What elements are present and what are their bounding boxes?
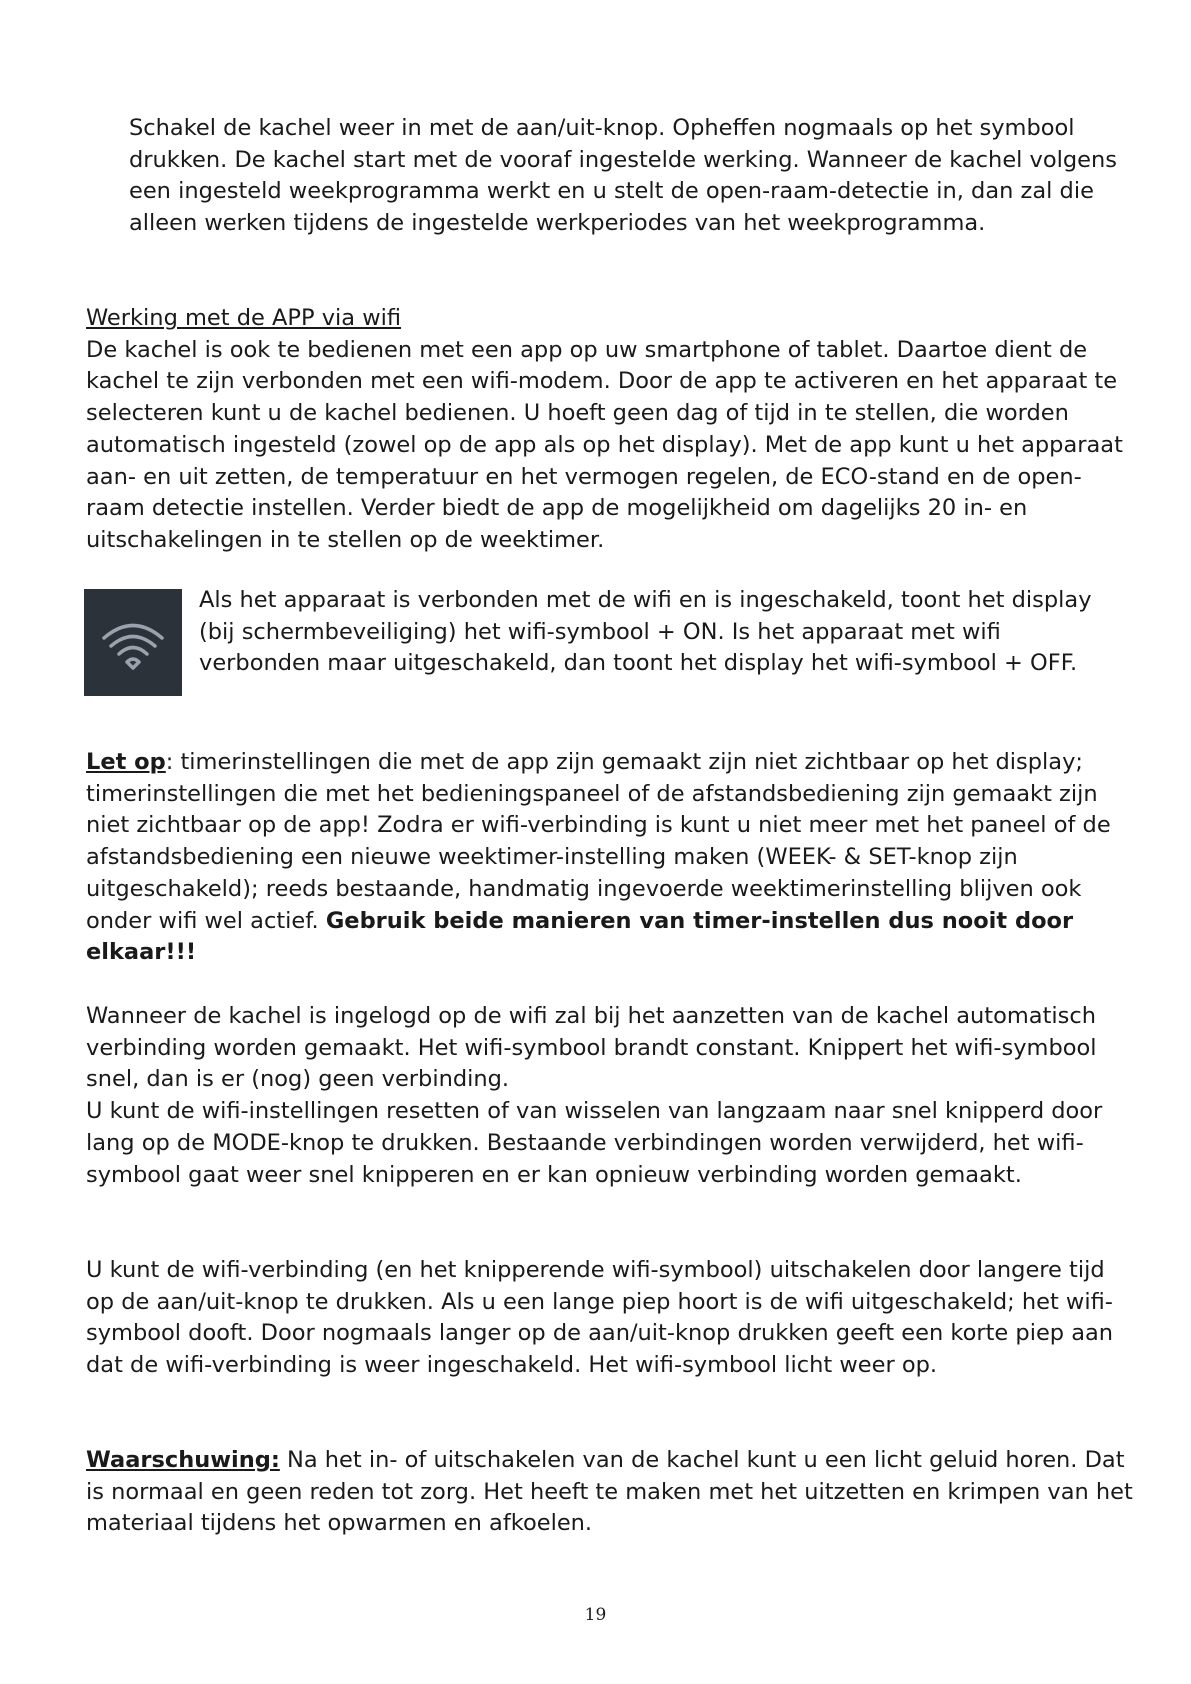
app-section-heading: Werking met de APP via wifi bbox=[86, 305, 402, 331]
note-paragraph bbox=[86, 747, 1136, 969]
wifi-icon bbox=[84, 589, 182, 696]
connection-section bbox=[86, 1001, 1136, 1191]
note-label: Let op bbox=[86, 749, 166, 775]
warning-text: Na het in- of uitschakelen van de kachel kunt u een licht geluid horen. Dat is normaal en geen reden tot zorg. Het heeft te maken met het uitzetten en krimpen van het materiaal tijdens het opwarmen en afkoelen. bbox=[86, 1447, 1133, 1537]
page-number: 19 bbox=[584, 1605, 607, 1625]
connection-paragraph-1: Wanneer de kachel is ingelogd op de wifi zal bij het aanzetten van de kachel automatisch verbinding worden gemaakt. Het wifi-symbool brandt constant. Knippert het wifi-symbool snel, dan is er (nog) geen verbinding. bbox=[86, 1003, 1097, 1093]
note-text: : timerinstellingen die met de app zijn gemaakt zijn niet zichtbaar op het display; timerinstellingen die met het bedieningspaneel of de afstandsbediening zijn gemaakt zijn niet zichtbaar op de app! Zodra er wifi-verbinding is kunt u niet meer met het paneel of de afstandsbediening een nieuwe weektimer-instelling maken (WEEK- & SET-knop zijn uitgeschakeld); reeds bestaande, handmatig ingevoerde weektimerinstelling blijven ook onder wifi wel actief. bbox=[86, 749, 1111, 934]
wifi-symbol-text: Als het apparaat is verbonden met de wifi en is ingeschakeld, toont het display (bij schermbeveiliging) het wifi-symbool + ON. Is het apparaat met wifi verbonden maar uitgeschakeld, dan toont het display het wifi-symbool + OFF. bbox=[199, 587, 1092, 677]
note-bold-text: Gebruik beide manieren van timer-instellen dus nooit door elkaar!!! bbox=[86, 907, 1074, 966]
warning-paragraph bbox=[86, 1445, 1136, 1540]
app-section bbox=[86, 303, 1136, 557]
wifi-icon-graphic bbox=[98, 608, 168, 678]
wifi-symbol-explanation bbox=[84, 585, 1134, 715]
disable-paragraph: U kunt de wifi-verbinding (en het knipperende wifi-symbool) uitschakelen door langere tijd op de aan/uit-knop te drukken. Als u een lange piep hoort is de wifi uitgeschakeld; het wifi-symbool dooft. Door nogmaals langer op de aan/uit-knop drukken geeft een korte piep aan dat de wifi-verbinding is weer ingeschakeld. Het wifi-symbool licht weer op. bbox=[86, 1257, 1114, 1379]
connection-paragraph-2: U kunt de wifi-instellingen resetten of van wisselen van langzaam naar snel knipperd door lang op de MODE-knop te drukken. Bestaande verbindingen worden verwijderd, het wifi-symbool gaat weer snel knipperen en er kan opnieuw verbinding worden gemaakt. bbox=[86, 1098, 1103, 1188]
app-section-paragraph: De kachel is ook te bedienen met een app op uw smartphone of tablet. Daartoe dient de kachel te zijn verbonden met een wifi-modem. Door de app te activeren en het apparaat te selecteren kunt u de kachel bedienen. U hoeft geen dag of tijd in te stellen, die worden automatisch ingesteld (zowel op de app als op het display). Met de app kunt u het apparaat aan- en uit zetten, de temperatuur en het vermogen regelen, de ECO-stand en de open-raam detectie instellen. Verder biedt de app de mogelijkheid om dagelijks 20 in- en uitschakelingen in te stellen op de weektimer. bbox=[86, 336, 1123, 553]
intro-paragraph: Schakel de kachel weer in met de aan/uit-knop. Opheffen nogmaals op het symbool drukken. De kachel start met de vooraf ingestelde werking. Wanneer de kachel volgens een ingesteld weekprogramma werkt en u stelt de open-raam-detectie in, dan zal die alleen werken tijdens de ingestelde werkperiodes van het weekprogramma. bbox=[129, 115, 1118, 237]
warning-label: Waarschuwing: bbox=[86, 1447, 280, 1473]
